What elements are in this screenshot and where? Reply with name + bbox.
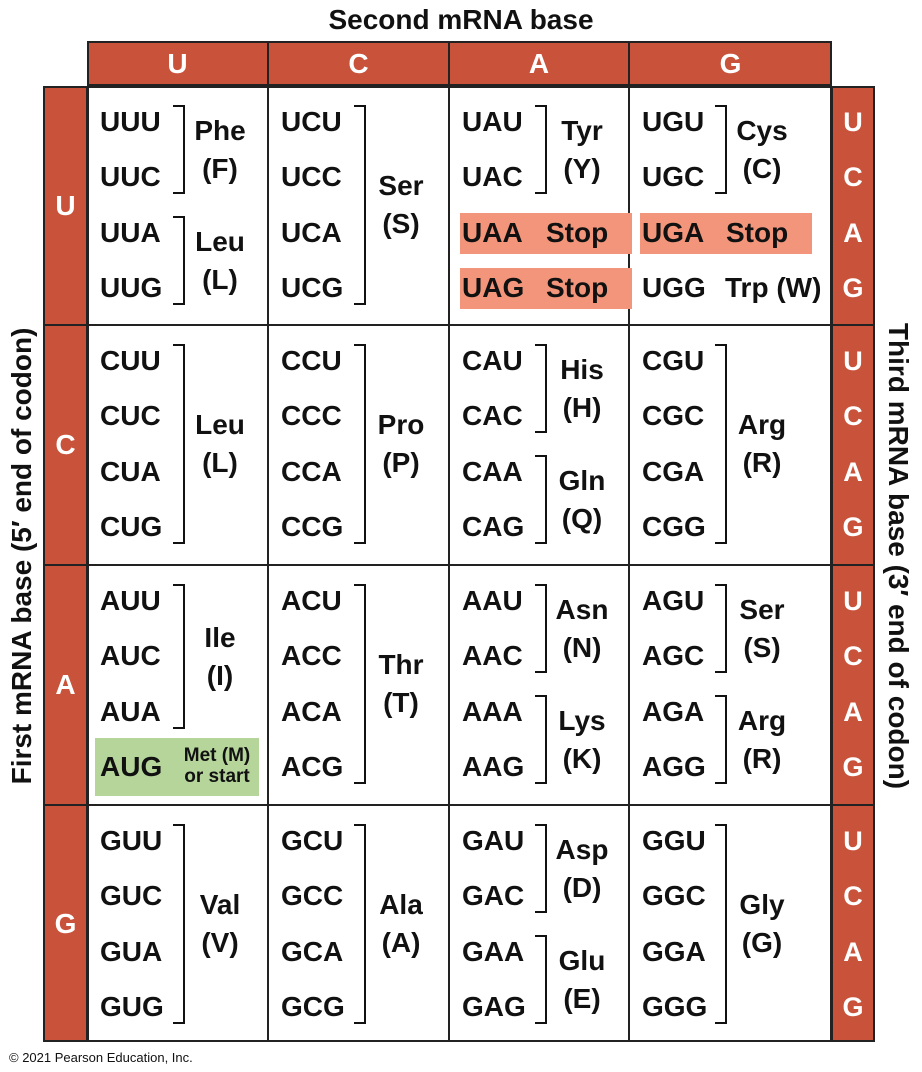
- stop-label: Stop: [546, 217, 609, 248]
- third-base-divider: [831, 804, 875, 806]
- codon-bracket: [715, 824, 727, 1024]
- amino-acid-gly: Gly: [739, 889, 785, 920]
- second-base-U: U: [167, 48, 188, 79]
- codon-UGU: UGU: [642, 106, 705, 137]
- amino-acid-arg: Arg: [737, 409, 787, 440]
- codon-GCC: GCC: [281, 880, 344, 911]
- third-base-C: C: [843, 881, 863, 911]
- first-base-divider: [43, 564, 88, 566]
- amino-acid-thr: Thr: [378, 649, 424, 680]
- codon-bracket: [354, 824, 366, 1024]
- codon-CGC: CGC: [642, 400, 705, 431]
- codon-UUA: UUA: [100, 217, 161, 248]
- third-base-U: U: [843, 346, 863, 376]
- codon-CAA: CAA: [462, 456, 523, 487]
- codon-CUC: CUC: [100, 400, 161, 431]
- amino-acid-his: His: [560, 353, 604, 385]
- codon-AUA: AUA: [100, 696, 161, 727]
- third-base-divider: [831, 324, 875, 326]
- amino-acid-abbr: (I): [206, 659, 234, 691]
- codon-bracket: [715, 695, 727, 784]
- codon-AGA: AGA: [642, 696, 705, 727]
- amino-acid-abbr: (Q): [561, 502, 603, 534]
- grid-row-line: [87, 564, 832, 566]
- first-base-axis-label: First mRNA base (5′ end of codon): [6, 327, 37, 785]
- amino-acid-trp: Trp (W): [725, 272, 822, 303]
- codon-AAU: AAU: [462, 585, 523, 616]
- third-base-C: C: [843, 401, 863, 431]
- amino-acid-abbr: (P): [382, 447, 420, 478]
- amino-acid-abbr: (V): [201, 927, 239, 958]
- codon-bracket: [715, 105, 727, 194]
- codon-AAA: AAA: [462, 696, 523, 727]
- first-base-U: U: [55, 189, 76, 221]
- codon-GUG: GUG: [100, 991, 164, 1022]
- third-base-U: U: [843, 586, 863, 616]
- codon-CUG: CUG: [100, 511, 163, 542]
- codon-GGG: GGG: [642, 991, 708, 1022]
- codon-bracket: [715, 584, 727, 673]
- codon-UAG: UAG: [462, 272, 525, 303]
- codon-CAC: CAC: [462, 400, 523, 431]
- codon-ACG: ACG: [281, 751, 344, 782]
- third-base-A: A: [843, 457, 863, 487]
- codon-CCU: CCU: [281, 345, 342, 376]
- amino-acid-abbr: (H): [562, 391, 602, 423]
- amino-acid-ser: Ser: [739, 593, 785, 625]
- codon-UUG: UUG: [100, 272, 163, 303]
- amino-acid-val: Val: [199, 889, 241, 920]
- codon-GUC: GUC: [100, 880, 163, 911]
- codon-CUA: CUA: [100, 456, 161, 487]
- codon-GGU: GGU: [642, 825, 706, 856]
- codon-GUU: GUU: [100, 825, 163, 856]
- first-base-divider: [43, 324, 88, 326]
- first-base-C: C: [55, 429, 76, 460]
- codon-CUU: CUU: [100, 345, 161, 376]
- codon-GAU: GAU: [462, 825, 525, 856]
- codon-UCG: UCG: [281, 272, 344, 303]
- amino-acid-ala: Ala: [379, 889, 423, 920]
- amino-acid-asp: Asp: [555, 833, 609, 865]
- amino-acid-abbr: (Y): [563, 152, 601, 184]
- amino-acid-abbr: (E): [563, 982, 601, 1014]
- codon-CCG: CCG: [281, 511, 344, 542]
- codon-bracket: [173, 105, 185, 194]
- amino-acid-phe: Phe: [194, 114, 246, 146]
- codon-AGC: AGC: [642, 640, 705, 671]
- codon-bracket: [535, 344, 547, 433]
- amino-acid-lys: Lys: [558, 704, 606, 736]
- codon-GGC: GGC: [642, 880, 706, 911]
- amino-acid-abbr: (S): [382, 208, 420, 239]
- header-divider: [628, 41, 630, 86]
- amino-acid-gln: Gln: [558, 464, 606, 496]
- codon-AGU: AGU: [642, 585, 705, 616]
- codon-bracket: [173, 344, 185, 544]
- amino-acid-cys: Cys: [736, 114, 788, 146]
- codon-UAU: UAU: [462, 106, 523, 137]
- codon-bracket: [715, 344, 727, 544]
- codon-bracket: [354, 344, 366, 544]
- second-base-A: A: [528, 48, 550, 79]
- stop-label: Stop: [546, 272, 609, 303]
- codon-AGG: AGG: [642, 751, 706, 782]
- third-base-G: G: [842, 273, 864, 303]
- codon-GCU: GCU: [281, 825, 344, 856]
- amino-acid-abbr: (K): [562, 742, 602, 774]
- codon-AUG: AUG: [100, 751, 163, 782]
- codon-UCC: UCC: [281, 161, 342, 192]
- amino-acid-abbr: (N): [562, 631, 602, 663]
- first-base-A: A: [55, 669, 76, 700]
- codon-AUC: AUC: [100, 640, 161, 671]
- start-label-sub: or start: [184, 766, 250, 787]
- amino-acid-ile: Ile: [204, 621, 236, 653]
- codon-GAA: GAA: [462, 936, 525, 967]
- codon-bracket: [354, 584, 366, 784]
- third-base-A: A: [843, 218, 863, 248]
- codon-ACU: ACU: [281, 585, 342, 616]
- codon-CGU: CGU: [642, 345, 705, 376]
- codon-bracket: [535, 695, 547, 784]
- third-base-A: A: [843, 697, 863, 727]
- third-base-C: C: [843, 641, 863, 671]
- codon-UUC: UUC: [100, 161, 161, 192]
- codon-bracket: [535, 455, 547, 544]
- amino-acid-glu: Glu: [558, 944, 606, 976]
- stop-label: Stop: [726, 217, 789, 248]
- codon-GAG: GAG: [462, 991, 526, 1022]
- codon-UGA: UGA: [642, 217, 705, 248]
- amino-acid-ser: Ser: [378, 170, 424, 201]
- codon-CGG: CGG: [642, 511, 706, 542]
- codon-bracket: [173, 824, 185, 1024]
- start-label: Met (M): [183, 745, 251, 766]
- codon-CCC: CCC: [281, 400, 342, 431]
- codon-UGG: UGG: [642, 272, 706, 303]
- codon-GAC: GAC: [462, 880, 525, 911]
- codon-ACC: ACC: [281, 640, 342, 671]
- amino-acid-asn: Asn: [555, 593, 609, 625]
- codon-ACA: ACA: [281, 696, 342, 727]
- codon-bracket: [173, 216, 185, 305]
- codon-GUA: GUA: [100, 936, 163, 967]
- codon-bracket: [535, 584, 547, 673]
- amino-acid-abbr: (R): [742, 447, 782, 478]
- codon-UAC: UAC: [462, 161, 523, 192]
- first-base-divider: [43, 804, 88, 806]
- codon-bracket: [535, 935, 547, 1024]
- third-base-axis-label: Third mRNA base (3′ end of codon): [883, 322, 914, 790]
- codon-GGA: GGA: [642, 936, 706, 967]
- amino-acid-abbr: (F): [202, 152, 238, 184]
- amino-acid-abbr: (R): [742, 742, 782, 774]
- amino-acid-abbr: (G): [741, 927, 783, 958]
- amino-acid-abbr: (C): [742, 152, 782, 184]
- amino-acid-abbr: (L): [202, 447, 238, 478]
- amino-acid-abbr: (S): [743, 631, 781, 663]
- amino-acid-arg: Arg: [737, 704, 787, 736]
- grid-row-line: [87, 324, 832, 326]
- copyright-notice: © 2021 Pearson Education, Inc.: [9, 1050, 193, 1065]
- third-base-C: C: [843, 162, 863, 192]
- amino-acid-pro: Pro: [377, 409, 425, 440]
- codon-CAG: CAG: [462, 511, 525, 542]
- third-base-G: G: [842, 752, 864, 782]
- second-base-C: C: [348, 48, 369, 79]
- third-base-G: G: [842, 992, 864, 1022]
- amino-acid-abbr: (D): [562, 871, 602, 903]
- third-base-U: U: [843, 826, 863, 856]
- amino-acid-abbr: (T): [383, 687, 419, 718]
- codon-UUU: UUU: [100, 106, 161, 137]
- codon-UCU: UCU: [281, 106, 342, 137]
- header-divider: [267, 41, 269, 86]
- amino-acid-abbr: (A): [381, 927, 421, 958]
- amino-acid-leu: Leu: [195, 409, 245, 440]
- amino-acid-leu: Leu: [195, 225, 245, 257]
- amino-acid-tyr: Tyr: [561, 114, 603, 146]
- codon-GCA: GCA: [281, 936, 344, 967]
- codon-AUU: AUU: [100, 585, 161, 616]
- codon-bracket: [354, 105, 366, 305]
- codon-bracket: [535, 105, 547, 194]
- grid-row-line: [87, 804, 832, 806]
- header-divider: [448, 41, 450, 86]
- third-base-G: G: [842, 512, 864, 542]
- codon-GCG: GCG: [281, 991, 345, 1022]
- amino-acid-abbr: (L): [202, 263, 238, 295]
- second-base-G: G: [719, 48, 742, 79]
- codon-bracket: [173, 584, 185, 729]
- codon-AAG: AAG: [462, 751, 525, 782]
- chart-title: Second mRNA base: [328, 4, 594, 35]
- codon-CGA: CGA: [642, 456, 705, 487]
- codon-UGC: UGC: [642, 161, 705, 192]
- codon-AAC: AAC: [462, 640, 523, 671]
- codon-UAA: UAA: [462, 217, 523, 248]
- codon-UCA: UCA: [281, 217, 342, 248]
- codon-CAU: CAU: [462, 345, 523, 376]
- third-base-U: U: [843, 107, 863, 137]
- first-base-G: G: [54, 907, 77, 939]
- third-base-divider: [831, 564, 875, 566]
- codon-CCA: CCA: [281, 456, 342, 487]
- third-base-A: A: [843, 937, 863, 967]
- codon-bracket: [535, 824, 547, 913]
